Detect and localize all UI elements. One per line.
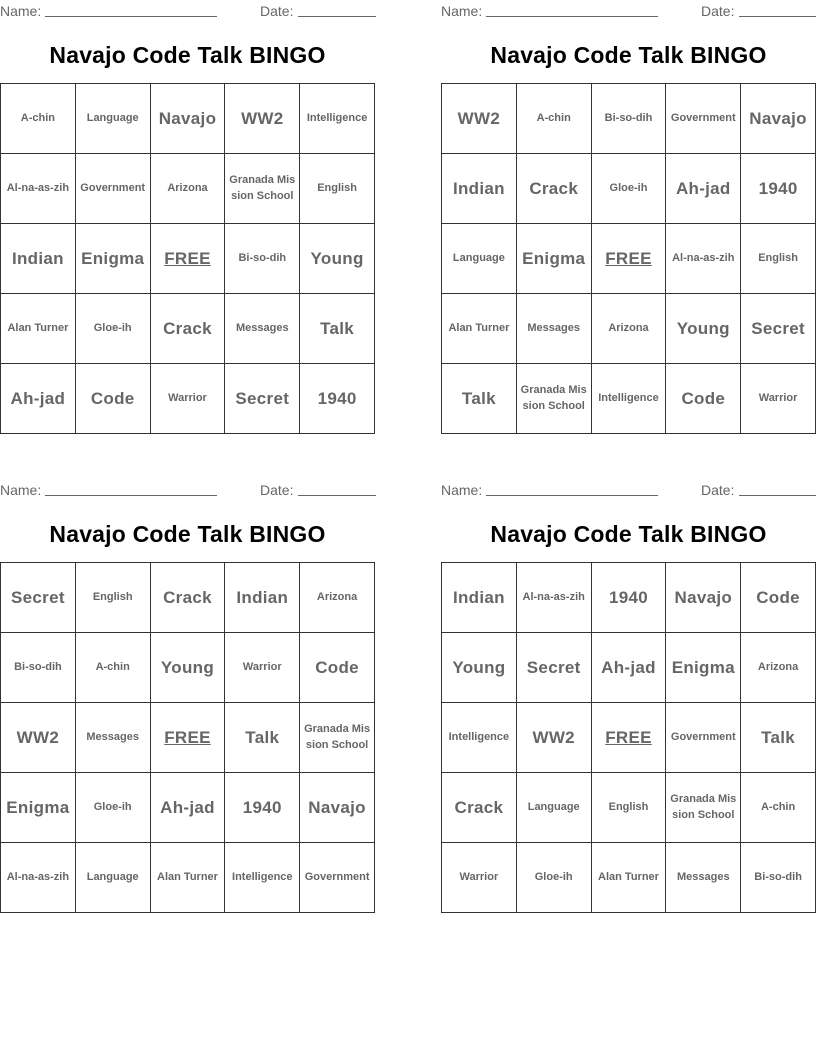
date-label: Date: <box>701 482 735 498</box>
bingo-cell[interactable]: Arizona <box>741 633 816 703</box>
date-field-line[interactable] <box>298 495 376 496</box>
free-space-cell[interactable]: FREE <box>592 224 667 294</box>
bingo-cell[interactable]: Secret <box>1 563 76 633</box>
bingo-cell[interactable]: WW2 <box>225 84 300 154</box>
bingo-cell[interactable]: Bi-so-dih <box>225 224 300 294</box>
bingo-cell[interactable]: Government <box>666 84 741 154</box>
name-field-line[interactable] <box>486 495 658 496</box>
name-label: Name: <box>441 3 483 19</box>
bingo-cell[interactable]: Al-na-as-zih <box>1 843 76 913</box>
bingo-cell[interactable]: 1940 <box>741 154 816 224</box>
date-field-line[interactable] <box>739 495 816 496</box>
bingo-cell[interactable]: Intelligence <box>225 843 300 913</box>
bingo-cell[interactable]: Arizona <box>592 294 667 364</box>
bingo-cell[interactable]: Intelligence <box>300 84 375 154</box>
bingo-cell[interactable]: Secret <box>225 364 300 434</box>
name-field-line[interactable] <box>45 16 217 17</box>
bingo-cell[interactable]: Gloe-ih <box>592 154 667 224</box>
bingo-cell[interactable]: Messages <box>517 294 592 364</box>
bingo-cell[interactable]: English <box>741 224 816 294</box>
bingo-grid <box>441 562 816 913</box>
bingo-card-4 <box>441 479 816 919</box>
name-field-line[interactable] <box>45 495 217 496</box>
name-date-row <box>441 0 816 22</box>
bingo-cell[interactable]: A-chin <box>1 84 76 154</box>
bingo-cell[interactable]: Granada Mission School <box>517 364 592 434</box>
bingo-cell[interactable]: Intelligence <box>592 364 667 434</box>
name-date-row <box>441 479 816 501</box>
bingo-cell[interactable]: Navajo <box>300 773 375 843</box>
name-label: Name: <box>0 3 42 19</box>
date-field-line[interactable] <box>739 16 816 17</box>
bingo-cell[interactable]: English <box>76 563 151 633</box>
bingo-cell[interactable]: Language <box>76 843 151 913</box>
bingo-cell[interactable]: Young <box>300 224 375 294</box>
bingo-cell[interactable]: A-chin <box>741 773 816 843</box>
bingo-cell[interactable]: WW2 <box>517 703 592 773</box>
bingo-cell[interactable]: Indian <box>1 224 76 294</box>
name-date-row <box>0 479 375 501</box>
bingo-cell[interactable]: Ah-jad <box>1 364 76 434</box>
bingo-cell[interactable]: Crack <box>517 154 592 224</box>
bingo-cell[interactable]: Alan Turner <box>151 843 226 913</box>
name-label: Name: <box>441 482 483 498</box>
bingo-cell[interactable]: Alan Turner <box>442 294 517 364</box>
bingo-cell[interactable]: Navajo <box>666 563 741 633</box>
bingo-cell[interactable]: Enigma <box>517 224 592 294</box>
bingo-cell[interactable]: Talk <box>225 703 300 773</box>
name-field-line[interactable] <box>486 16 658 17</box>
bingo-cell[interactable]: Alan Turner <box>1 294 76 364</box>
bingo-cell[interactable]: Indian <box>442 563 517 633</box>
card-title: Navajo Code Talk BINGO <box>49 42 326 68</box>
bingo-cell[interactable]: Messages <box>76 703 151 773</box>
bingo-cell[interactable]: Code <box>76 364 151 434</box>
bingo-cell[interactable]: Bi-so-dih <box>1 633 76 703</box>
bingo-cell[interactable]: Warrior <box>741 364 816 434</box>
bingo-cell[interactable]: English <box>300 154 375 224</box>
bingo-cell[interactable]: Enigma <box>1 773 76 843</box>
name-label: Name: <box>0 482 42 498</box>
bingo-cell[interactable]: Warrior <box>151 364 226 434</box>
card-title: Navajo Code Talk BINGO <box>490 521 767 547</box>
card-title: Navajo Code Talk BINGO <box>49 521 326 547</box>
bingo-cell[interactable]: Secret <box>517 633 592 703</box>
bingo-cell[interactable]: WW2 <box>1 703 76 773</box>
bingo-card-2 <box>441 0 816 440</box>
bingo-cell[interactable]: 1940 <box>225 773 300 843</box>
date-label: Date: <box>260 3 294 19</box>
bingo-grid <box>441 83 816 434</box>
date-label: Date: <box>701 3 735 19</box>
bingo-cell[interactable]: 1940 <box>300 364 375 434</box>
bingo-cell[interactable]: Crack <box>151 563 226 633</box>
bingo-cell[interactable]: Navajo <box>741 84 816 154</box>
bingo-grid <box>0 83 375 434</box>
bingo-cell[interactable]: Young <box>666 294 741 364</box>
bingo-cell[interactable]: Gloe-ih <box>76 294 151 364</box>
bingo-cell[interactable]: Granada Mission School <box>666 773 741 843</box>
bingo-cell[interactable]: Enigma <box>666 633 741 703</box>
bingo-cell[interactable]: Al-na-as-zih <box>1 154 76 224</box>
bingo-card-3 <box>0 479 375 919</box>
bingo-cell[interactable]: Talk <box>300 294 375 364</box>
bingo-cell[interactable]: Alan Turner <box>592 843 667 913</box>
free-space-cell[interactable]: FREE <box>151 703 226 773</box>
bingo-cell[interactable]: Enigma <box>76 224 151 294</box>
bingo-cell[interactable]: Navajo <box>151 84 226 154</box>
bingo-grid <box>0 562 375 913</box>
bingo-cell[interactable]: Ah-jad <box>592 633 667 703</box>
bingo-cell[interactable]: Bi-so-dih <box>741 843 816 913</box>
bingo-cell[interactable]: Code <box>666 364 741 434</box>
bingo-cell[interactable]: Language <box>442 224 517 294</box>
bingo-cell[interactable]: A-chin <box>76 633 151 703</box>
card-title: Navajo Code Talk BINGO <box>490 42 767 68</box>
bingo-cell[interactable]: Al-na-as-zih <box>517 563 592 633</box>
bingo-cell[interactable]: Arizona <box>300 563 375 633</box>
bingo-cell[interactable]: Granada Mission School <box>225 154 300 224</box>
date-field-line[interactable] <box>298 16 376 17</box>
bingo-cell[interactable]: Granada Mission School <box>300 703 375 773</box>
bingo-cell[interactable]: English <box>592 773 667 843</box>
bingo-cell[interactable]: WW2 <box>442 84 517 154</box>
bingo-cell[interactable]: Indian <box>442 154 517 224</box>
bingo-cell[interactable]: Messages <box>225 294 300 364</box>
bingo-cell[interactable]: A-chin <box>517 84 592 154</box>
bingo-cell[interactable]: Government <box>666 703 741 773</box>
bingo-cell[interactable]: Secret <box>741 294 816 364</box>
bingo-cell[interactable]: Ah-jad <box>151 773 226 843</box>
bingo-cell[interactable]: Code <box>300 633 375 703</box>
bingo-cell[interactable]: Language <box>517 773 592 843</box>
bingo-cell[interactable]: Talk <box>442 364 517 434</box>
free-space-cell[interactable]: FREE <box>151 224 226 294</box>
bingo-cell[interactable]: Arizona <box>151 154 226 224</box>
bingo-cell[interactable]: Al-na-as-zih <box>666 224 741 294</box>
bingo-cell[interactable]: Gloe-ih <box>76 773 151 843</box>
bingo-cell[interactable]: Government <box>300 843 375 913</box>
free-space-cell[interactable]: FREE <box>592 703 667 773</box>
bingo-cell[interactable]: Intelligence <box>442 703 517 773</box>
bingo-cell[interactable]: Warrior <box>225 633 300 703</box>
bingo-cell[interactable]: Crack <box>151 294 226 364</box>
bingo-cell[interactable]: Young <box>442 633 517 703</box>
bingo-cell[interactable]: Gloe-ih <box>517 843 592 913</box>
bingo-cell[interactable]: Young <box>151 633 226 703</box>
bingo-card-1 <box>0 0 375 440</box>
bingo-cell[interactable]: Indian <box>225 563 300 633</box>
bingo-cell[interactable]: Government <box>76 154 151 224</box>
bingo-cell[interactable]: Bi-so-dih <box>592 84 667 154</box>
bingo-cell[interactable]: Crack <box>442 773 517 843</box>
bingo-cell[interactable]: Code <box>741 563 816 633</box>
date-label: Date: <box>260 482 294 498</box>
bingo-cell[interactable]: Language <box>76 84 151 154</box>
bingo-cell[interactable]: Warrior <box>442 843 517 913</box>
name-date-row <box>0 0 375 22</box>
bingo-cell[interactable]: Talk <box>741 703 816 773</box>
bingo-cell[interactable]: Ah-jad <box>666 154 741 224</box>
bingo-cell[interactable]: 1940 <box>592 563 667 633</box>
bingo-cell[interactable]: Messages <box>666 843 741 913</box>
